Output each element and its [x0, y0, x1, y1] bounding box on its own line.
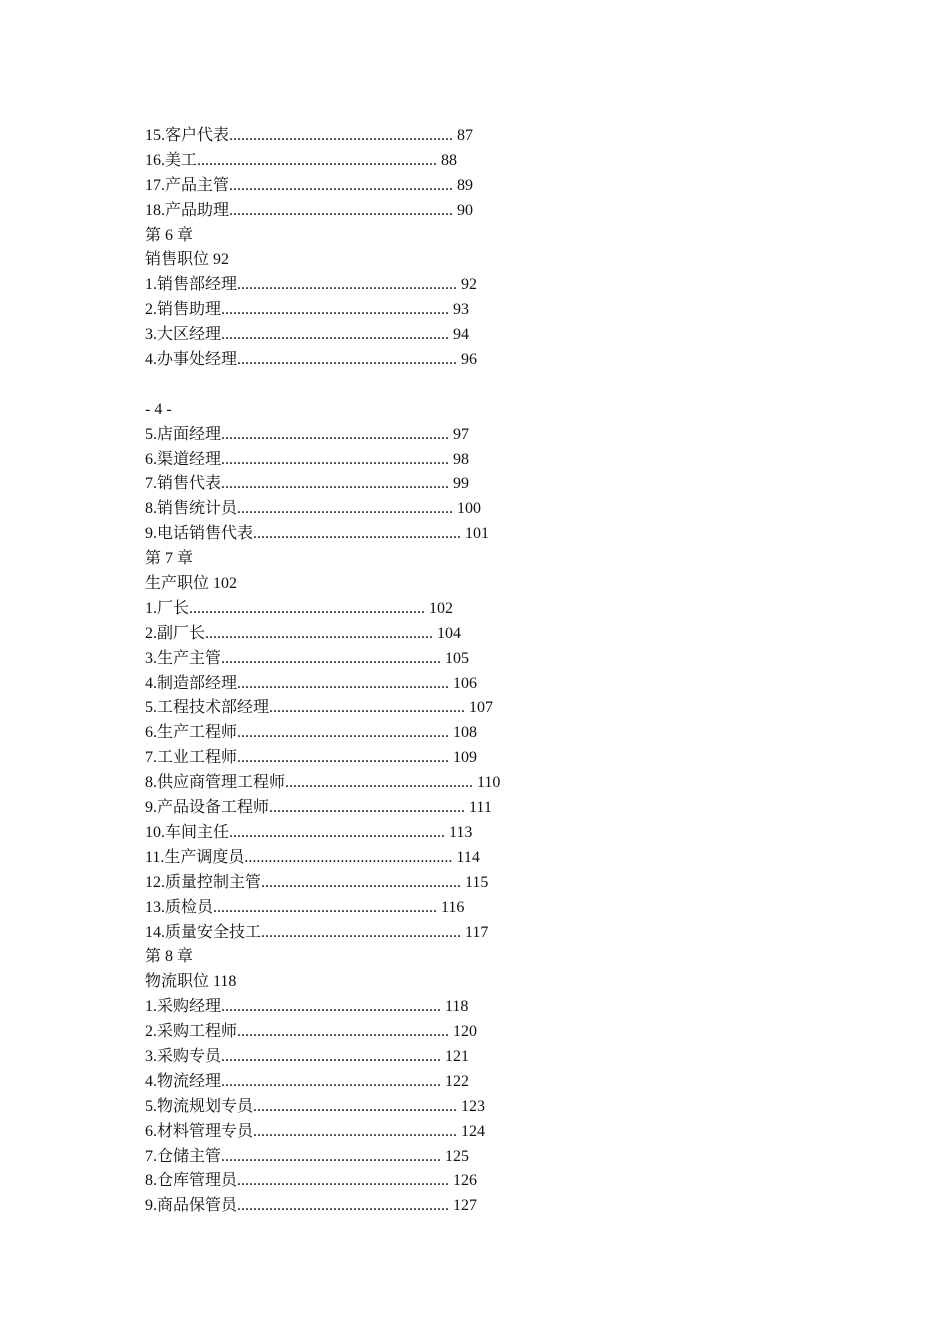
- section-heading: 销售职位 92: [145, 251, 230, 269]
- chapter-heading: 第 8 章: [145, 948, 194, 966]
- toc-entry: 4.办事处经理....................................................... 96: [145, 351, 478, 369]
- section-heading: 物流职位 118: [145, 973, 237, 991]
- toc-entry: 10.车间主任...................................................... 113: [145, 823, 473, 841]
- toc-entry: 4.制造部经理..................................................... 106: [145, 674, 478, 692]
- toc-entry: 5.物流规划专员................................................... 123: [145, 1097, 486, 1115]
- toc-entry: 14.质量安全技工.................................................. 117: [145, 923, 489, 941]
- toc-entry: 7.销售代表......................................................... 99: [145, 475, 470, 493]
- toc-entry: 15.客户代表........................................................ 87: [145, 127, 474, 144]
- chapter-heading: 第 7 章: [145, 550, 194, 568]
- toc-entry: 9.产品设备工程师................................................. 111: [145, 799, 492, 817]
- toc-entry: 1.采购经理....................................................... 118: [145, 998, 469, 1016]
- toc-entry: 6.材料管理专员................................................... 124: [145, 1122, 486, 1140]
- toc-entry: 9.电话销售代表.................................................... 101: [145, 525, 490, 543]
- toc-entry: 8.仓库管理员..................................................... 126: [145, 1172, 478, 1190]
- toc-entry: 5.工程技术部经理................................................. 107: [145, 699, 494, 717]
- section-heading: 生产职位 102: [145, 575, 238, 593]
- chapter-heading: 第 6 章: [145, 226, 194, 244]
- toc-entry: 1.销售部经理....................................................... 92: [145, 276, 478, 294]
- toc-entry: 6.渠道经理......................................................... 98: [145, 450, 470, 468]
- toc-entry: 17.产品主管........................................................ 89: [145, 176, 474, 194]
- toc-entry: 4.物流经理....................................................... 122: [145, 1072, 470, 1090]
- document-page: [145, 124, 845, 1219]
- toc-entry: 7.仓储主管....................................................... 125: [145, 1147, 470, 1165]
- toc-entry: 18.产品助理........................................................ 90: [145, 201, 474, 219]
- page-number: - 4 -: [145, 400, 172, 418]
- toc-entry: 2.销售助理......................................................... 93: [145, 301, 470, 319]
- toc-entry: 6.生产工程师..................................................... 108: [145, 724, 478, 742]
- toc-entry: 2.副厂长......................................................... 104: [145, 624, 462, 642]
- toc-entry: 3.采购专员....................................................... 121: [145, 1047, 470, 1065]
- toc-entry: 8.销售统计员...................................................... 100: [145, 500, 482, 518]
- toc-entry: 11.生产调度员.................................................... 114: [145, 848, 480, 866]
- toc-entry: 1.厂长........................................................... 102: [145, 599, 454, 617]
- toc-entry: 3.大区经理......................................................... 94: [145, 326, 470, 344]
- toc-entry: 8.供应商管理工程师............................................... 110: [145, 774, 501, 792]
- toc-entry: 5.店面经理......................................................... 97: [145, 425, 470, 443]
- toc-entry: 12.质量控制主管.................................................. 115: [145, 873, 489, 891]
- toc-entry: 3.生产主管....................................................... 105: [145, 649, 470, 667]
- toc-entry: 16.美工............................................................ 88: [145, 151, 458, 169]
- toc-entry: 7.工业工程师..................................................... 109: [145, 749, 478, 767]
- toc-entry: 9.商品保管员..................................................... 127: [145, 1197, 478, 1215]
- toc-entry: 2.采购工程师..................................................... 120: [145, 1023, 478, 1041]
- blank-line: [145, 373, 845, 398]
- toc-entry: 13.质检员........................................................ 116: [145, 898, 465, 916]
